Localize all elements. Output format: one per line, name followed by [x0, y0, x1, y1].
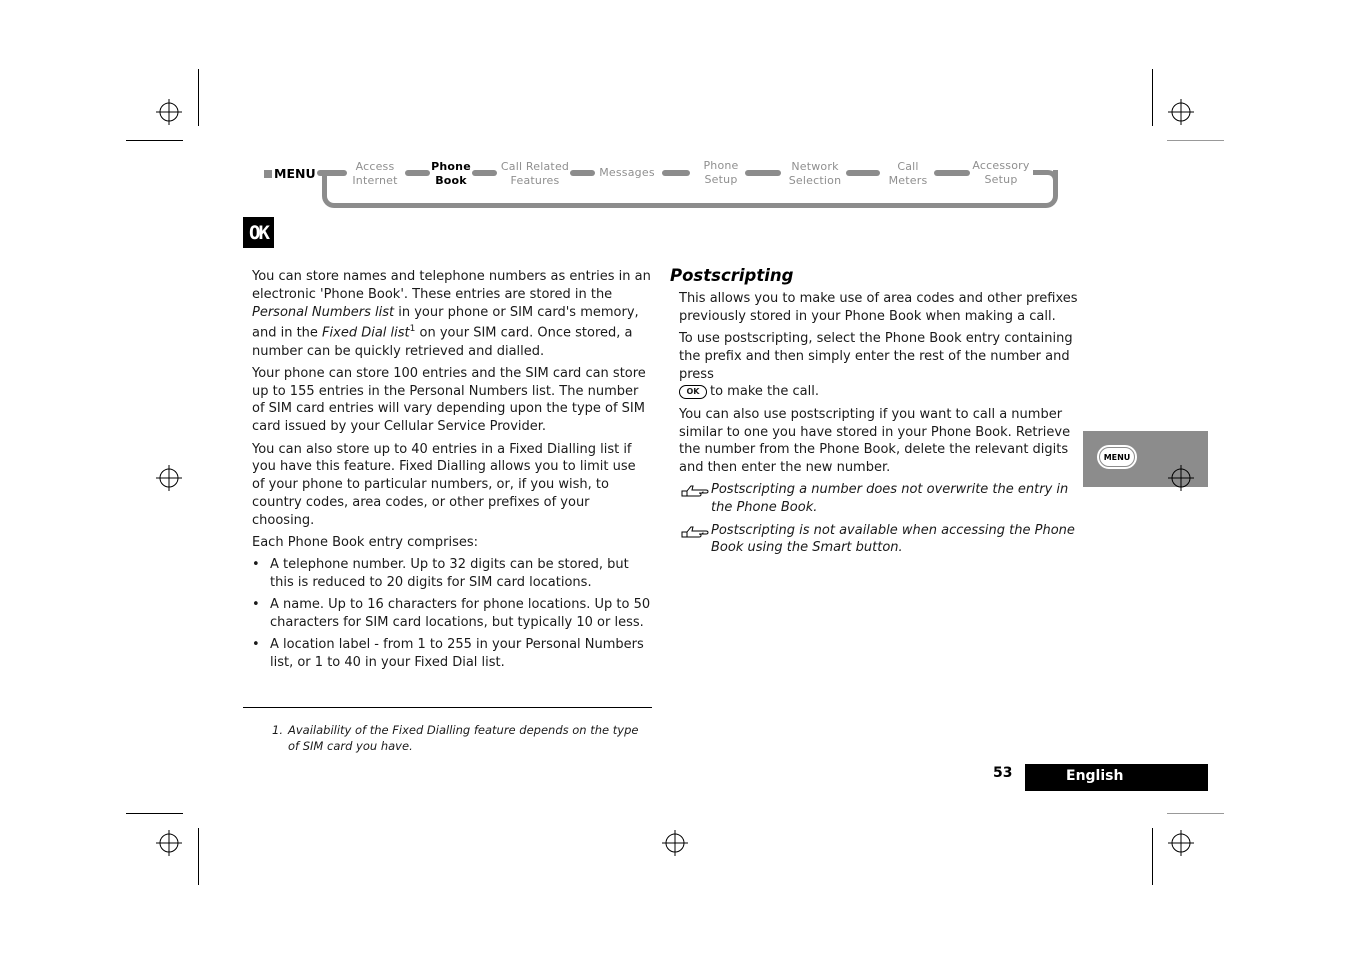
text-italic: Personal Numbers list — [252, 304, 395, 320]
left-column — [252, 268, 652, 677]
registration-mark-icon — [156, 465, 182, 491]
nav-item-label: Call Related — [500, 160, 570, 173]
nav-item-label: Messages — [599, 166, 655, 179]
footnote-number: 1. — [272, 723, 283, 737]
list-item-text: A location label - from 1 to 255 in your Personal Numbers list, or 1 to 40 in your Fixed Dial list. — [270, 637, 644, 671]
ok-badge: OK — [243, 217, 274, 248]
crop-mark-line — [1167, 813, 1224, 814]
crop-mark-line — [198, 828, 199, 885]
ok-key-icon: OK — [679, 385, 707, 399]
note — [679, 522, 1081, 558]
paragraph: Each Phone Book entry comprises: — [252, 534, 478, 550]
bullet: • — [252, 637, 260, 653]
text: To use postscripting, select the Phone Book entry containing the prefix and then simply enter the rest of the number and press — [679, 331, 1073, 382]
footnote — [272, 722, 642, 754]
note — [679, 481, 1081, 517]
footnote-ref[interactable]: 1 — [409, 324, 416, 335]
menu-label-text: MENU — [274, 166, 316, 181]
registration-mark-icon — [1168, 830, 1194, 856]
nav-connector — [846, 170, 880, 176]
nav-item-label: Book — [435, 174, 467, 187]
note-text: Postscripting is not available when accessing the Phone Book using the Smart button. — [711, 522, 1075, 556]
nav-item-accessory-setup[interactable] — [966, 159, 1036, 187]
nav-item-messages[interactable] — [592, 166, 662, 180]
registration-mark-icon — [1168, 99, 1194, 125]
list-item — [252, 556, 652, 592]
nav-item-call-meters[interactable] — [880, 160, 936, 188]
right-column — [679, 290, 1081, 562]
menu-key-icon — [1097, 445, 1137, 469]
nav-connector — [745, 170, 781, 176]
pointing-hand-icon — [681, 523, 709, 539]
section-title: Postscripting — [670, 266, 794, 285]
crop-mark-line — [126, 813, 183, 814]
crop-mark-line — [198, 69, 199, 126]
list-item — [252, 636, 652, 672]
page-number: 53 — [993, 765, 1013, 781]
text: in your phone or SIM card's memory, and in the — [252, 304, 639, 341]
nav-item-label: Call — [897, 160, 919, 173]
bullet: • — [252, 557, 260, 573]
paragraph: You can also use postscripting if you want to call a number similar to one you have stored in your Phone Book. Retrieve the number from the Phone Book, delete the relevant digits and then enter the new number. — [679, 406, 1071, 476]
registration-mark-icon — [1168, 465, 1194, 491]
nav-item-label: Internet — [352, 174, 398, 187]
text: to make the call. — [710, 384, 819, 400]
language-label: English — [1025, 764, 1208, 791]
paragraph — [679, 330, 1081, 401]
crop-mark-line — [1167, 140, 1224, 141]
text-italic: Fixed Dial list — [322, 325, 410, 341]
nav-connector — [934, 170, 970, 176]
entry-list — [252, 556, 652, 672]
nav-item-label: Phone — [703, 159, 739, 172]
nav-item-network-selection[interactable] — [780, 160, 850, 188]
nav-item-label: Access — [355, 160, 395, 173]
registration-mark-icon — [662, 830, 688, 856]
menu-key-label: MENU — [1100, 448, 1134, 466]
text: You can store names and telephone numbers as entries in an electronic 'Phone Book'. These entries are stored in the — [252, 269, 651, 302]
nav-track — [1033, 170, 1058, 180]
nav-item-label: Phone — [431, 160, 471, 173]
nav-item-label: Setup — [984, 173, 1018, 186]
crop-mark-line — [126, 140, 183, 141]
list-item-text: A telephone number. Up to 32 digits can be stored, but this is reduced to 20 digits for SIM card locations. — [270, 557, 629, 591]
text: on your SIM card. Once stored, a number can be quickly retrieved and dialled. — [252, 325, 633, 359]
nav-item-label: Accessory — [972, 159, 1030, 172]
crop-mark-line — [1152, 69, 1153, 126]
nav-connector — [317, 170, 347, 176]
nav-item-label: Features — [510, 174, 560, 187]
intro-paragraph — [252, 268, 652, 360]
registration-mark-icon — [156, 99, 182, 125]
footnote-divider — [243, 707, 652, 708]
nav-item-label: Setup — [704, 173, 738, 186]
nav-item-label: Meters — [888, 174, 928, 187]
nav-item-phone-book[interactable] — [426, 160, 476, 188]
nav-connector — [662, 170, 690, 176]
nav-item-label: Selection — [788, 174, 842, 187]
list-item-text: A name. Up to 16 characters for phone locations. Up to 50 characters for SIM card locations, but typically 10 or less. — [270, 597, 651, 631]
paragraph: This allows you to make use of area codes and other prefixes previously stored in your Phone Book when making a call. — [679, 291, 1078, 324]
nav-item-label: Network — [791, 160, 839, 173]
registration-mark-icon — [156, 830, 182, 856]
pointing-hand-icon — [681, 482, 709, 498]
bullet: • — [252, 597, 260, 613]
crop-mark-line — [1152, 828, 1153, 885]
list-item — [252, 596, 652, 632]
footnote-text: Availability of the Fixed Dialling feature depends on the type of SIM card you have. — [288, 723, 639, 753]
menu-label[interactable] — [264, 166, 316, 181]
nav-item-call-related-features[interactable] — [495, 160, 575, 188]
paragraph: Your phone can store 100 entries and the SIM card can store up to 155 entries in the Personal Numbers list. The number of SIM card entries will vary depending upon the type of SIM card issued by your Cellular Service Provider. — [252, 365, 646, 435]
paragraph: You can also store up to 40 entries in a Fixed Dialling list if you have this feature. Fixed Dialling allows you to limit use of your phone to particular numbers, or, if you wish, to country codes, area codes, or other prefixes of your choosing. — [252, 441, 636, 528]
square-icon — [264, 170, 272, 178]
note-text: Postscripting a number does not overwrite the entry in the Phone Book. — [711, 482, 1069, 516]
nav-item-access-internet[interactable] — [345, 160, 405, 188]
nav-item-phone-setup[interactable] — [692, 159, 750, 187]
